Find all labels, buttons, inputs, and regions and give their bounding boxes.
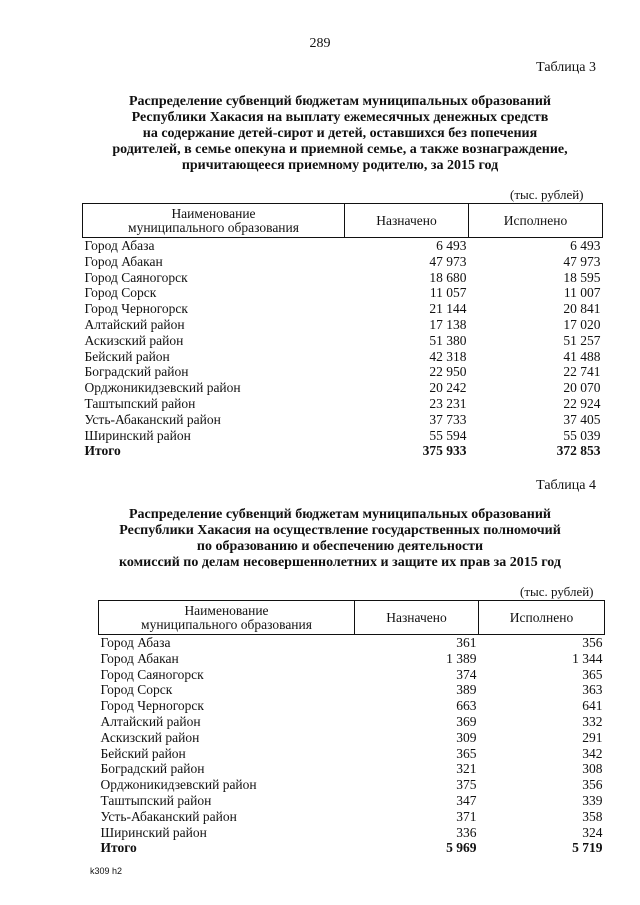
cell-assigned: 47 973 (429, 253, 467, 269)
cell-executed: 339 (582, 792, 603, 808)
cell-name: Город Абакан (100, 650, 179, 666)
cell-name: Алтайский район (100, 713, 201, 729)
cell-name: Город Черногорск (84, 301, 188, 317)
cell-executed: 1 344 (572, 650, 603, 666)
cell-executed: 372 853 (556, 443, 601, 459)
cell-name: Город Саяногорск (84, 269, 188, 285)
table4-title-line: Распределение субвенций бюджетам муниципальных образований (129, 507, 551, 522)
table3-title (70, 94, 610, 174)
cell-executed: 342 (582, 745, 603, 761)
cell-assigned: 21 144 (429, 301, 467, 317)
table-row (83, 349, 603, 365)
cell-name: Боградский район (84, 364, 189, 380)
cell-name: Орджоникидзевский район (100, 777, 257, 793)
table3-body (83, 238, 603, 460)
table4-title-line: комиссий по делам несовершеннолетних и защите их прав за 2015 год (119, 555, 561, 570)
cell-executed: 37 405 (563, 411, 601, 427)
table3-header-row (83, 204, 603, 238)
table-row (99, 714, 605, 730)
table-row (99, 825, 605, 841)
cell-executed: 20 070 (563, 380, 601, 396)
table4-header-assigned: Назначено (355, 601, 479, 635)
cell-name: Бейский район (100, 745, 186, 761)
cell-assigned: 375 933 (422, 443, 467, 459)
table-row (99, 761, 605, 777)
cell-name: Ширинский район (100, 824, 207, 840)
cell-executed: 308 (582, 761, 603, 777)
cell-assigned: 361 (456, 635, 477, 650)
cell-name: Усть-Абаканский район (100, 808, 237, 824)
cell-executed: 324 (582, 824, 603, 840)
table-row (99, 809, 605, 825)
cell-executed: 365 (582, 666, 603, 682)
cell-assigned: 20 242 (429, 380, 467, 396)
cell-executed: 6 493 (570, 238, 601, 253)
table-row (99, 682, 605, 698)
cell-executed: 47 973 (563, 253, 601, 269)
cell-executed: 41 488 (563, 348, 601, 364)
cell-assigned: 336 (456, 824, 477, 840)
cell-assigned: 347 (456, 792, 477, 808)
table3-total-row (83, 443, 603, 459)
table4-title (70, 507, 610, 571)
table-row (83, 238, 603, 254)
table4-header-name: Наименование муниципального образования (99, 601, 355, 635)
table4-total-row (99, 840, 605, 856)
cell-name: Орджоникидзевский район (84, 380, 241, 396)
cell-executed: 358 (582, 808, 603, 824)
table-row (83, 380, 603, 396)
table4-header-row (99, 601, 605, 635)
table3-title-line: на содержание детей-сирот и детей, оставшихся без попечения (142, 126, 538, 141)
cell-executed: 55 039 (563, 427, 601, 443)
cell-executed: 20 841 (563, 301, 601, 317)
cell-name: Таштыпский район (100, 792, 212, 808)
cell-assigned: 17 138 (429, 316, 467, 332)
table3-header-assigned: Назначено (345, 204, 469, 238)
table-row (83, 364, 603, 380)
cell-executed: 51 257 (563, 332, 601, 348)
cell-assigned: 389 (456, 682, 477, 698)
cell-assigned: 321 (456, 761, 477, 777)
table-row (83, 285, 603, 301)
table4-title-line: по образованию и обеспечению деятельности (196, 539, 484, 554)
cell-assigned: 374 (456, 666, 477, 682)
cell-executed: 22 741 (563, 364, 601, 380)
cell-assigned: 663 (456, 698, 477, 714)
table-row (99, 635, 605, 651)
footer-code: k309 h2 (90, 866, 123, 876)
cell-name: Город Абаза (84, 238, 155, 253)
cell-name: Город Черногорск (100, 698, 204, 714)
table-row (99, 730, 605, 746)
cell-name: Аскизский район (84, 332, 184, 348)
cell-executed: 356 (582, 635, 603, 650)
table-row (83, 333, 603, 349)
cell-name: Город Абакан (84, 253, 163, 269)
cell-executed: 18 595 (563, 269, 601, 285)
cell-name: Боградский район (100, 761, 205, 777)
cell-name: Таштыпский район (84, 395, 196, 411)
table-row (99, 793, 605, 809)
cell-assigned: 6 493 (436, 238, 467, 253)
table3-header-executed: Исполнено (469, 204, 603, 238)
table-row (83, 317, 603, 333)
table4-units: (тыс. рублей) (520, 584, 594, 599)
cell-assigned: 11 057 (429, 285, 467, 301)
cell-assigned: 51 380 (429, 332, 467, 348)
cell-assigned: 18 680 (429, 269, 467, 285)
table3 (82, 203, 603, 459)
table3-units: (тыс. рублей) (510, 187, 584, 202)
table4-title-line: Республики Хакасия на осуществление государственных полномочий (119, 523, 561, 538)
cell-executed: 11 007 (563, 285, 601, 301)
table-row (83, 412, 603, 428)
cell-executed: 356 (582, 777, 603, 793)
cell-executed: 17 020 (563, 316, 601, 332)
table3-title-line: причитающееся приемному родителю, за 2015 год (181, 158, 499, 173)
table-row (99, 667, 605, 683)
cell-name: Ширинский район (84, 427, 191, 443)
table-row (99, 651, 605, 667)
cell-executed: 641 (582, 698, 603, 714)
cell-name: Алтайский район (84, 316, 185, 332)
cell-assigned: 37 733 (429, 411, 467, 427)
cell-executed: 5 719 (572, 840, 603, 856)
cell-name: Аскизский район (100, 729, 200, 745)
table-row (83, 396, 603, 412)
table-row (99, 698, 605, 714)
table-row (83, 301, 603, 317)
table4-header-executed: Исполнено (479, 601, 605, 635)
cell-name: Бейский район (84, 348, 170, 364)
cell-name: Город Саяногорск (100, 666, 204, 682)
page-number: 289 (309, 36, 331, 51)
table3-header-name: Наименование муниципального образования (83, 204, 345, 238)
table-row (83, 270, 603, 286)
cell-name: Город Сорск (100, 682, 173, 698)
table-row (99, 746, 605, 762)
table3-title-line: родителей, в семье опекуна и приемной семье, а также вознаграждение, (112, 142, 568, 157)
cell-assigned: 5 969 (446, 840, 477, 856)
table4-body (99, 635, 605, 857)
cell-assigned: 22 950 (429, 364, 467, 380)
table4-label: Таблица 4 (536, 478, 596, 493)
cell-name: Итого (84, 443, 121, 459)
table-row (83, 254, 603, 270)
cell-assigned: 309 (456, 729, 477, 745)
cell-assigned: 55 594 (429, 427, 467, 443)
cell-name: Город Абаза (100, 635, 171, 650)
cell-assigned: 375 (456, 777, 477, 793)
table-row (83, 428, 603, 444)
table-row (99, 777, 605, 793)
cell-assigned: 42 318 (429, 348, 467, 364)
cell-assigned: 371 (456, 808, 477, 824)
table3-title-line: Распределение субвенций бюджетам муниципальных образований (129, 94, 551, 109)
table3-title-line: Республики Хакасия на выплату ежемесячных денежных средств (131, 110, 549, 125)
cell-assigned: 365 (456, 745, 477, 761)
cell-executed: 363 (582, 682, 603, 698)
cell-assigned: 369 (456, 713, 477, 729)
cell-executed: 291 (582, 729, 603, 745)
table4 (98, 600, 605, 856)
cell-executed: 332 (582, 713, 603, 729)
cell-executed: 22 924 (563, 395, 601, 411)
cell-name: Город Сорск (84, 285, 157, 301)
cell-assigned: 1 389 (446, 650, 477, 666)
cell-name: Итого (100, 840, 137, 856)
table3-label: Таблица 3 (536, 60, 596, 75)
cell-name: Усть-Абаканский район (84, 411, 221, 427)
cell-assigned: 23 231 (429, 395, 467, 411)
